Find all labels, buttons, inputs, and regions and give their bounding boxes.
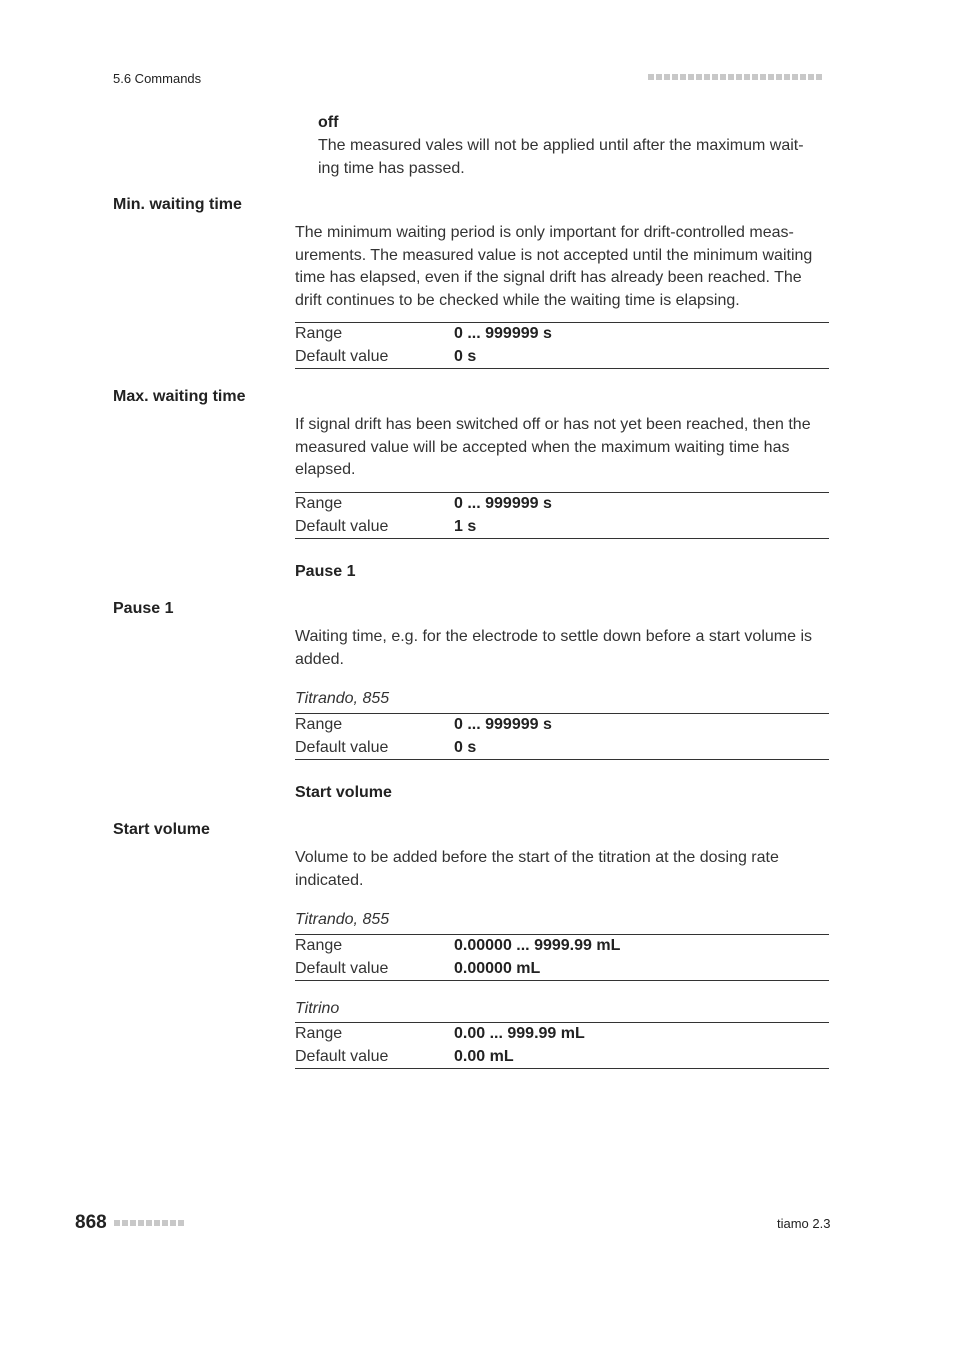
table-row [295,1023,829,1046]
range-label: Range [295,935,454,958]
default-value: 0 s [454,346,829,369]
range-label: Range [295,323,454,346]
table-row [295,346,829,369]
page-number: 868 [75,1212,107,1233]
default-label: Default value [295,1046,454,1069]
start-volume-subheading: Start volume [295,784,392,801]
default-label: Default value [295,516,454,539]
default-value: 1 s [454,516,829,539]
default-label: Default value [295,346,454,369]
min-waiting-time-table [295,322,829,369]
table-row [295,1046,829,1069]
start-volume-table-titrando [295,934,829,981]
max-waiting-time-heading: Max. waiting time [113,388,246,405]
start-volume-device1-label: Titrando, 855 [295,911,390,928]
pause1-subheading: Pause 1 [295,563,356,580]
start-volume-heading: Start volume [113,821,210,838]
option-off-description: The measured vales will not be applied until after the maximum wait-ing time has passed. [318,137,804,177]
start-volume-description: Volume to be added before the start of the titration at the dosing rate indicated. [295,849,779,889]
header-decoration [648,74,822,80]
table-row [295,935,829,958]
start-volume-device2-label: Titrino [295,1000,340,1017]
pause1-device-label: Titrando, 855 [295,690,390,707]
table-row [295,493,829,516]
table-row [295,323,829,346]
pause1-table [295,713,829,760]
default-label: Default value [295,737,454,760]
default-value: 0 s [454,737,829,760]
footer-decoration [114,1220,184,1226]
max-waiting-time-description: If signal drift has been switched off or has not yet been reached, then the measured value will be accepted when the maximum waiting time has elapsed. [295,416,811,478]
range-value: 0.00000 ... 9999.99 mL [454,935,829,958]
range-label: Range [295,493,454,516]
default-label: Default value [295,958,454,981]
start-volume-table-titrino [295,1022,829,1069]
default-value: 0.00000 mL [454,958,829,981]
running-header: 5.6 Commands [113,71,202,86]
max-waiting-time-table [295,492,829,539]
min-waiting-time-heading: Min. waiting time [113,196,242,213]
range-value: 0 ... 999999 s [454,714,829,737]
default-value: 0.00 mL [454,1046,829,1069]
range-label: Range [295,1023,454,1046]
range-value: 0 ... 999999 s [454,323,829,346]
range-label: Range [295,714,454,737]
table-row [295,516,829,539]
table-row [295,737,829,760]
table-row [295,714,829,737]
range-value: 0.00 ... 999.99 mL [454,1023,829,1046]
pause1-description: Waiting time, e.g. for the electrode to settle down before a start volume is added. [295,628,812,668]
pause1-heading: Pause 1 [113,600,174,617]
table-row [295,958,829,981]
min-waiting-time-description: The minimum waiting period is only important for drift-controlled meas-urements. The measured value is not accepted until the minimum waiting time has elapsed, even if the signal drift has already been reached. The drift continues to be checked while the waiting time is elapsing. [295,224,813,309]
range-value: 0 ... 999999 s [454,493,829,516]
option-off-label: off [318,114,339,131]
product-name: tiamo 2.3 [777,1216,831,1231]
